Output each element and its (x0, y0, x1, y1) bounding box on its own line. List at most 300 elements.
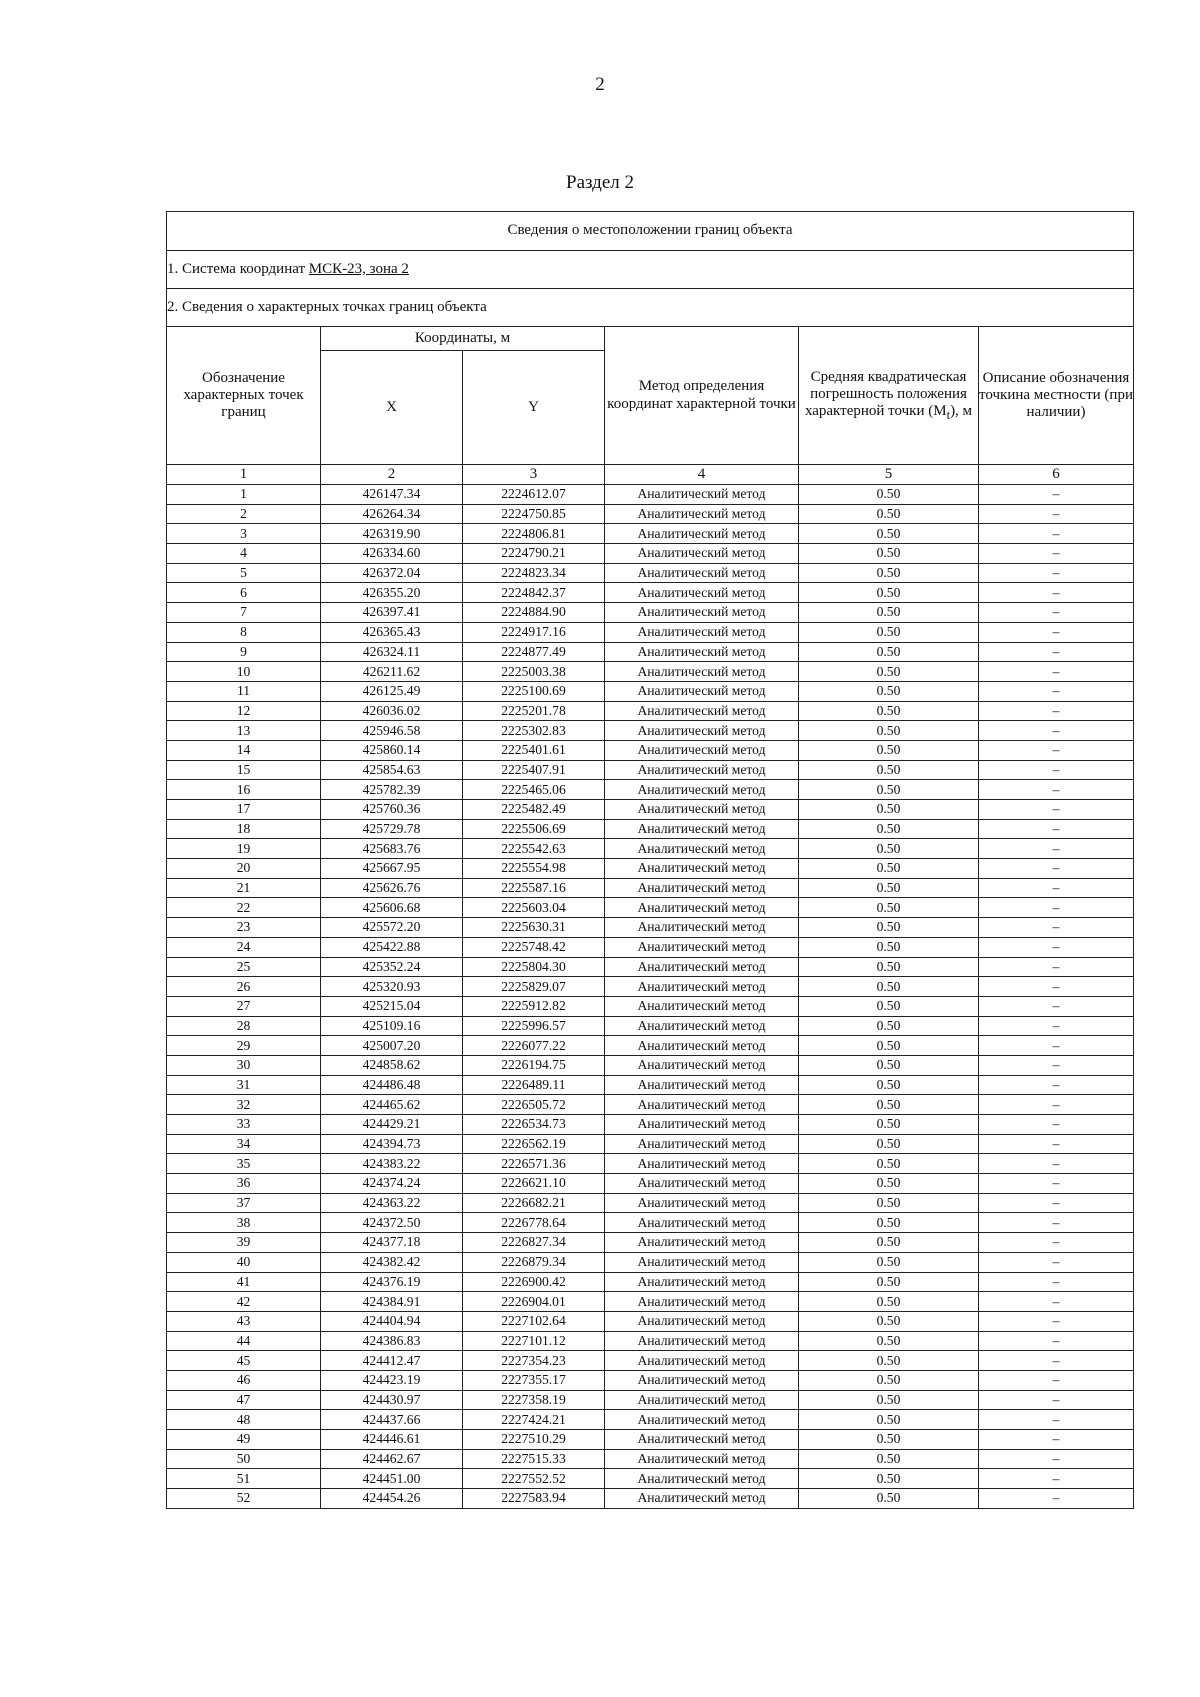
table-row (167, 1449, 1134, 1469)
description-cell: – (979, 563, 1134, 583)
error-cell: 0.50 (799, 937, 979, 957)
x-cell: 425109.16 (321, 1016, 463, 1036)
x-cell: 424383.22 (321, 1154, 463, 1174)
x-cell: 424377.18 (321, 1233, 463, 1253)
point-id-cell: 39 (167, 1233, 321, 1253)
description-cell: – (979, 1095, 1134, 1115)
x-cell: 424451.00 (321, 1469, 463, 1489)
point-id-cell: 20 (167, 859, 321, 879)
error-cell: 0.50 (799, 1115, 979, 1135)
method-cell: Аналитический метод (605, 1193, 799, 1213)
table-row (167, 1370, 1134, 1390)
table-row (167, 1272, 1134, 1292)
point-id-cell: 44 (167, 1331, 321, 1351)
method-cell: Аналитический метод (605, 1174, 799, 1194)
method-cell: Аналитический метод (605, 721, 799, 741)
column-number: 6 (979, 465, 1134, 485)
method-cell: Аналитический метод (605, 524, 799, 544)
point-id-cell: 11 (167, 681, 321, 701)
description-cell: – (979, 918, 1134, 938)
error-cell: 0.50 (799, 1469, 979, 1489)
point-id-cell: 37 (167, 1193, 321, 1213)
method-cell: Аналитический метод (605, 622, 799, 642)
y-cell: 2226505.72 (463, 1095, 605, 1115)
table-row (167, 1252, 1134, 1272)
table-row (167, 1095, 1134, 1115)
error-header-subscript: t (946, 408, 951, 423)
table-row (167, 878, 1134, 898)
y-cell: 2226562.19 (463, 1134, 605, 1154)
error-cell: 0.50 (799, 1016, 979, 1036)
x-cell: 425729.78 (321, 819, 463, 839)
x-cell: 424412.47 (321, 1351, 463, 1371)
y-cell: 2224917.16 (463, 622, 605, 642)
point-id-cell: 4 (167, 544, 321, 564)
y-cell: 2224790.21 (463, 544, 605, 564)
y-cell: 2227354.23 (463, 1351, 605, 1371)
point-id-cell: 2 (167, 504, 321, 524)
method-cell: Аналитический метод (605, 996, 799, 1016)
method-cell: Аналитический метод (605, 1449, 799, 1469)
error-cell: 0.50 (799, 1055, 979, 1075)
error-cell: 0.50 (799, 1154, 979, 1174)
method-cell: Аналитический метод (605, 1351, 799, 1371)
description-cell: – (979, 1055, 1134, 1075)
method-cell: Аналитический метод (605, 957, 799, 977)
x-cell: 424465.62 (321, 1095, 463, 1115)
point-id-cell: 14 (167, 740, 321, 760)
error-cell: 0.50 (799, 977, 979, 997)
x-cell: 424374.24 (321, 1174, 463, 1194)
point-id-cell: 31 (167, 1075, 321, 1095)
table-row (167, 1233, 1134, 1253)
point-id-cell: 26 (167, 977, 321, 997)
point-id-cell: 51 (167, 1469, 321, 1489)
point-id-cell: 5 (167, 563, 321, 583)
method-cell: Аналитический метод (605, 1095, 799, 1115)
error-cell: 0.50 (799, 859, 979, 879)
table-title: Сведения о местоположении границ объекта (167, 212, 1134, 251)
description-cell: – (979, 1252, 1134, 1272)
error-cell: 0.50 (799, 1390, 979, 1410)
x-cell: 424462.67 (321, 1449, 463, 1469)
point-id-cell: 17 (167, 800, 321, 820)
error-header (799, 327, 979, 465)
description-cell: – (979, 760, 1134, 780)
point-id-cell: 6 (167, 583, 321, 603)
table-row (167, 1174, 1134, 1194)
description-cell: – (979, 1075, 1134, 1095)
x-cell: 425352.24 (321, 957, 463, 977)
column-number: 2 (321, 465, 463, 485)
x-cell: 425860.14 (321, 740, 463, 760)
table-row (167, 544, 1134, 564)
error-cell: 0.50 (799, 1489, 979, 1509)
y-cell: 2224877.49 (463, 642, 605, 662)
method-cell: Аналитический метод (605, 603, 799, 623)
table-row (167, 1390, 1134, 1410)
method-cell: Аналитический метод (605, 1233, 799, 1253)
y-cell: 2226077.22 (463, 1036, 605, 1056)
error-cell: 0.50 (799, 485, 979, 505)
x-cell: 425854.63 (321, 760, 463, 780)
description-cell: – (979, 996, 1134, 1016)
x-cell: 424446.61 (321, 1430, 463, 1450)
y-cell: 2226879.34 (463, 1252, 605, 1272)
point-id-cell: 32 (167, 1095, 321, 1115)
error-cell: 0.50 (799, 1233, 979, 1253)
error-cell: 0.50 (799, 957, 979, 977)
table-row (167, 1075, 1134, 1095)
y-cell: 2227358.19 (463, 1390, 605, 1410)
table-row (167, 1193, 1134, 1213)
point-id-cell: 33 (167, 1115, 321, 1135)
table-row (167, 1154, 1134, 1174)
error-cell: 0.50 (799, 1095, 979, 1115)
table-row (167, 1292, 1134, 1312)
table-row (167, 1134, 1134, 1154)
y-cell: 2225912.82 (463, 996, 605, 1016)
description-cell: – (979, 544, 1134, 564)
error-cell: 0.50 (799, 760, 979, 780)
y-cell: 2225401.61 (463, 740, 605, 760)
coordinate-system-name: МСК-23, зона 2 (308, 260, 409, 277)
method-cell: Аналитический метод (605, 1016, 799, 1036)
table-row (167, 740, 1134, 760)
column-number: 3 (463, 465, 605, 485)
data-rows (167, 485, 1134, 1509)
point-id-cell: 40 (167, 1252, 321, 1272)
x-cell: 426334.60 (321, 544, 463, 564)
y-cell: 2224612.07 (463, 485, 605, 505)
point-id-cell: 47 (167, 1390, 321, 1410)
error-cell: 0.50 (799, 504, 979, 524)
description-cell: – (979, 642, 1134, 662)
method-cell: Аналитический метод (605, 583, 799, 603)
error-cell: 0.50 (799, 800, 979, 820)
table-row (167, 1016, 1134, 1036)
point-id-cell: 7 (167, 603, 321, 623)
point-id-cell: 41 (167, 1272, 321, 1292)
error-cell: 0.50 (799, 662, 979, 682)
points-heading: 2. Сведения о характерных точках границ объекта (167, 289, 1134, 327)
y-cell: 2225482.49 (463, 800, 605, 820)
table-row (167, 662, 1134, 682)
x-header: X (321, 351, 463, 465)
x-cell: 424372.50 (321, 1213, 463, 1233)
method-cell: Аналитический метод (605, 504, 799, 524)
y-cell: 2226682.21 (463, 1193, 605, 1213)
point-id-cell: 29 (167, 1036, 321, 1056)
y-cell: 2226900.42 (463, 1272, 605, 1292)
point-id-cell: 36 (167, 1174, 321, 1194)
y-cell: 2226827.34 (463, 1233, 605, 1253)
point-id-cell: 9 (167, 642, 321, 662)
method-cell: Аналитический метод (605, 859, 799, 879)
point-id-cell: 21 (167, 878, 321, 898)
table-row (167, 642, 1134, 662)
point-id-cell: 10 (167, 662, 321, 682)
point-id-cell: 49 (167, 1430, 321, 1450)
x-cell: 424384.91 (321, 1292, 463, 1312)
y-cell: 2225587.16 (463, 878, 605, 898)
y-cell: 2225996.57 (463, 1016, 605, 1036)
error-cell: 0.50 (799, 1036, 979, 1056)
x-cell: 426372.04 (321, 563, 463, 583)
table-row (167, 957, 1134, 977)
point-id-cell: 52 (167, 1489, 321, 1509)
method-cell: Аналитический метод (605, 977, 799, 997)
point-id-cell: 34 (167, 1134, 321, 1154)
error-cell: 0.50 (799, 1134, 979, 1154)
column-number: 5 (799, 465, 979, 485)
y-cell: 2227510.29 (463, 1430, 605, 1450)
method-cell: Аналитический метод (605, 544, 799, 564)
method-cell: Аналитический метод (605, 1331, 799, 1351)
point-id-cell: 45 (167, 1351, 321, 1371)
y-cell: 2225003.38 (463, 662, 605, 682)
y-cell: 2224750.85 (463, 504, 605, 524)
method-cell: Аналитический метод (605, 1252, 799, 1272)
description-cell: – (979, 1193, 1134, 1213)
x-cell: 426365.43 (321, 622, 463, 642)
table-row (167, 1115, 1134, 1135)
table-row (167, 1036, 1134, 1056)
point-id-cell: 3 (167, 524, 321, 544)
coordinates-header: Координаты, м (321, 327, 605, 351)
y-cell: 2224842.37 (463, 583, 605, 603)
column-number: 4 (605, 465, 799, 485)
table-row (167, 780, 1134, 800)
method-cell: Аналитический метод (605, 1311, 799, 1331)
description-cell: – (979, 1410, 1134, 1430)
table-row (167, 977, 1134, 997)
description-cell: – (979, 681, 1134, 701)
description-cell: – (979, 1331, 1134, 1351)
y-cell: 2227515.33 (463, 1449, 605, 1469)
error-cell: 0.50 (799, 1213, 979, 1233)
point-id-cell: 18 (167, 819, 321, 839)
y-cell: 2226489.11 (463, 1075, 605, 1095)
y-cell: 2227583.94 (463, 1489, 605, 1509)
error-cell: 0.50 (799, 1174, 979, 1194)
boundary-points-table (166, 211, 1134, 1509)
table-row (167, 583, 1134, 603)
table-row (167, 721, 1134, 741)
table-row (167, 760, 1134, 780)
x-cell: 424423.19 (321, 1370, 463, 1390)
x-cell: 425606.68 (321, 898, 463, 918)
x-cell: 424437.66 (321, 1410, 463, 1430)
method-cell: Аналитический метод (605, 1036, 799, 1056)
point-id-cell: 24 (167, 937, 321, 957)
y-cell: 2227355.17 (463, 1370, 605, 1390)
y-cell: 2226534.73 (463, 1115, 605, 1135)
table-row (167, 800, 1134, 820)
error-cell: 0.50 (799, 819, 979, 839)
table-row (167, 524, 1134, 544)
method-cell: Аналитический метод (605, 1469, 799, 1489)
x-cell: 424376.19 (321, 1272, 463, 1292)
description-cell: – (979, 1134, 1134, 1154)
description-cell: – (979, 740, 1134, 760)
point-id-cell: 38 (167, 1213, 321, 1233)
method-cell: Аналитический метод (605, 1489, 799, 1509)
x-cell: 426125.49 (321, 681, 463, 701)
point-id-cell: 43 (167, 1311, 321, 1331)
error-cell: 0.50 (799, 1292, 979, 1312)
error-cell: 0.50 (799, 1370, 979, 1390)
description-cell: – (979, 662, 1134, 682)
x-cell: 426397.41 (321, 603, 463, 623)
description-cell: – (979, 504, 1134, 524)
y-cell: 2225804.30 (463, 957, 605, 977)
y-cell: 2227552.52 (463, 1469, 605, 1489)
error-cell: 0.50 (799, 1272, 979, 1292)
point-id-cell: 42 (167, 1292, 321, 1312)
point-id-cell: 15 (167, 760, 321, 780)
method-cell: Аналитический метод (605, 485, 799, 505)
x-cell: 426147.34 (321, 485, 463, 505)
method-cell: Аналитический метод (605, 701, 799, 721)
y-cell: 2225829.07 (463, 977, 605, 997)
error-cell: 0.50 (799, 878, 979, 898)
table-row (167, 1311, 1134, 1331)
x-cell: 424382.42 (321, 1252, 463, 1272)
method-cell: Аналитический метод (605, 681, 799, 701)
table-row (167, 819, 1134, 839)
method-cell: Аналитический метод (605, 898, 799, 918)
x-cell: 425422.88 (321, 937, 463, 957)
x-cell: 426319.90 (321, 524, 463, 544)
column-number: 1 (167, 465, 321, 485)
y-cell: 2224823.34 (463, 563, 605, 583)
description-cell: – (979, 1213, 1134, 1233)
x-cell: 425760.36 (321, 800, 463, 820)
y-cell: 2224884.90 (463, 603, 605, 623)
table-row (167, 563, 1134, 583)
description-cell: – (979, 800, 1134, 820)
point-id-cell: 28 (167, 1016, 321, 1036)
y-cell: 2225603.04 (463, 898, 605, 918)
error-cell: 0.50 (799, 1351, 979, 1371)
description-cell: – (979, 859, 1134, 879)
method-cell: Аналитический метод (605, 740, 799, 760)
table-row (167, 996, 1134, 1016)
method-cell: Аналитический метод (605, 1410, 799, 1430)
y-cell: 2227101.12 (463, 1331, 605, 1351)
description-cell: – (979, 1449, 1134, 1469)
table-row (167, 681, 1134, 701)
x-cell: 425946.58 (321, 721, 463, 741)
y-cell: 2227424.21 (463, 1410, 605, 1430)
method-cell: Аналитический метод (605, 1075, 799, 1095)
method-cell: Аналитический метод (605, 800, 799, 820)
error-cell: 0.50 (799, 544, 979, 564)
error-cell: 0.50 (799, 603, 979, 623)
description-cell: – (979, 1036, 1134, 1056)
method-cell: Аналитический метод (605, 662, 799, 682)
method-cell: Аналитический метод (605, 1213, 799, 1233)
x-cell: 424386.83 (321, 1331, 463, 1351)
error-cell: 0.50 (799, 1331, 979, 1351)
error-cell: 0.50 (799, 839, 979, 859)
description-cell: – (979, 937, 1134, 957)
description-cell: – (979, 1311, 1134, 1331)
error-cell: 0.50 (799, 1252, 979, 1272)
point-id-cell: 16 (167, 780, 321, 800)
x-cell: 424486.48 (321, 1075, 463, 1095)
y-cell: 2227102.64 (463, 1311, 605, 1331)
x-cell: 425782.39 (321, 780, 463, 800)
point-id-cell: 22 (167, 898, 321, 918)
description-cell: – (979, 1233, 1134, 1253)
error-header-tail: ), м (950, 403, 973, 420)
y-cell: 2225542.63 (463, 839, 605, 859)
table-row (167, 485, 1134, 505)
designation-header: Обозначение характерных точек границ (167, 327, 321, 465)
point-id-cell: 23 (167, 918, 321, 938)
method-cell: Аналитический метод (605, 918, 799, 938)
y-cell: 2226778.64 (463, 1213, 605, 1233)
method-cell: Аналитический метод (605, 839, 799, 859)
point-id-cell: 25 (167, 957, 321, 977)
y-cell: 2226194.75 (463, 1055, 605, 1075)
point-id-cell: 8 (167, 622, 321, 642)
description-cell: – (979, 1390, 1134, 1410)
y-cell: 2226571.36 (463, 1154, 605, 1174)
table-row (167, 898, 1134, 918)
method-cell: Аналитический метод (605, 1115, 799, 1135)
error-cell: 0.50 (799, 701, 979, 721)
description-cell: – (979, 1174, 1134, 1194)
error-cell: 0.50 (799, 780, 979, 800)
method-cell: Аналитический метод (605, 819, 799, 839)
table-row (167, 1430, 1134, 1450)
x-cell: 425320.93 (321, 977, 463, 997)
description-cell: – (979, 524, 1134, 544)
error-cell: 0.50 (799, 1410, 979, 1430)
description-cell: – (979, 603, 1134, 623)
table-row (167, 937, 1134, 957)
error-cell: 0.50 (799, 918, 979, 938)
x-cell: 426355.20 (321, 583, 463, 603)
description-cell: – (979, 1351, 1134, 1371)
x-cell: 425572.20 (321, 918, 463, 938)
x-cell: 425667.95 (321, 859, 463, 879)
description-cell: – (979, 721, 1134, 741)
coordinate-system-line (167, 251, 1134, 289)
description-cell: – (979, 622, 1134, 642)
table-row (167, 1351, 1134, 1371)
error-cell: 0.50 (799, 681, 979, 701)
table-row (167, 1331, 1134, 1351)
method-cell: Аналитический метод (605, 563, 799, 583)
method-cell: Аналитический метод (605, 1430, 799, 1450)
error-cell: 0.50 (799, 1311, 979, 1331)
y-cell: 2225748.42 (463, 937, 605, 957)
description-cell: – (979, 878, 1134, 898)
point-id-cell: 12 (167, 701, 321, 721)
x-cell: 424858.62 (321, 1055, 463, 1075)
x-cell: 426036.02 (321, 701, 463, 721)
y-cell: 2225506.69 (463, 819, 605, 839)
x-cell: 424454.26 (321, 1489, 463, 1509)
description-cell: – (979, 780, 1134, 800)
error-cell: 0.50 (799, 642, 979, 662)
method-cell: Аналитический метод (605, 1134, 799, 1154)
y-cell: 2225302.83 (463, 721, 605, 741)
